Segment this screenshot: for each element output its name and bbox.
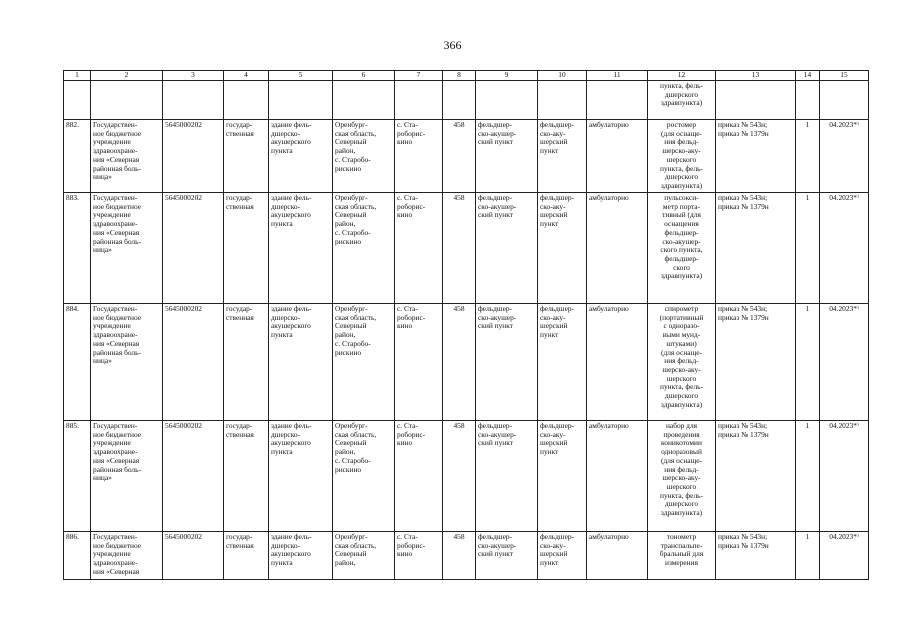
table-row bbox=[64, 193, 869, 304]
address-cell: Оренбург- ская область, Северный район, bbox=[333, 532, 395, 580]
header-cell: 1 bbox=[64, 71, 91, 81]
deadline-cell: 04.2023*⁾ bbox=[820, 120, 869, 193]
address-cell: Оренбург- ская область, Северный район, с. Старобо- рискино bbox=[333, 304, 395, 421]
settlement-cell: с. Ста- роборис- кино bbox=[395, 421, 443, 532]
deadline-cell: 04.2023*⁾ bbox=[820, 304, 869, 421]
quantity-cell: 1 bbox=[796, 532, 820, 580]
building-type-cell: здание фель- дшерско- акушерского пункта bbox=[269, 304, 333, 421]
unit-type-cell: фельдшер- ско-акушер- ский пункт bbox=[476, 532, 538, 580]
legal-basis-cell: приказ № 543н; приказ № 1379н bbox=[716, 120, 796, 193]
entry-number-cell: 886. bbox=[64, 532, 91, 580]
deadline-cell: 04.2023*⁾ bbox=[820, 421, 869, 532]
care-condition-cell: амбулаторно bbox=[587, 193, 648, 304]
entry-number-cell: 884. bbox=[64, 304, 91, 421]
unit-type-cell: фельдшер- ско-акушер- ский пункт bbox=[476, 193, 538, 304]
care-condition-cell: амбулаторно bbox=[587, 304, 648, 421]
legal-basis-cell: приказ № 543н; приказ № 1379н bbox=[716, 304, 796, 421]
header-cell: 2 bbox=[91, 71, 163, 81]
settlement-cell: с. Ста- роборис- кино bbox=[395, 532, 443, 580]
page-number: 366 bbox=[443, 38, 462, 52]
header-cell: 7 bbox=[395, 71, 443, 81]
continuation-cell: пункта, фель- дшерского здравпункта) bbox=[648, 81, 716, 120]
address-cell: Оренбург- ская область, Северный район, с. Старобо- рискино bbox=[333, 421, 395, 532]
header-cell: 11 bbox=[587, 71, 648, 81]
header-cell: 5 bbox=[269, 71, 333, 81]
equipment-name-cell: ростомер (для оснаще- ния фельд- шерско-аку- шерского пункта, фель- дшерского здравпункта) bbox=[648, 120, 716, 193]
header-cell: 4 bbox=[224, 71, 269, 81]
settlement-code-cell: 458 bbox=[443, 421, 476, 532]
settlement-cell: с. Ста- роборис- кино bbox=[395, 120, 443, 193]
entry-number-cell: 883. bbox=[64, 193, 91, 304]
header-cell: 3 bbox=[163, 71, 224, 81]
institution-name-cell: Государствен- ное бюджетное учреждение здравоохране- ния «Северная районная боль- ница» bbox=[91, 304, 163, 421]
unit-type-cell: фельдшер- ско-акушер- ский пункт bbox=[476, 304, 538, 421]
ownership-form-cell: государ- ственная bbox=[224, 193, 269, 304]
deadline-cell: 04.2023*⁾ bbox=[820, 532, 869, 580]
settlement-code-cell: 458 bbox=[443, 304, 476, 421]
institution-name-cell: Государствен- ное бюджетное учреждение здравоохране- ния «Северная bbox=[91, 532, 163, 580]
entry-number-cell: 882. bbox=[64, 120, 91, 193]
settlement-cell: с. Ста- роборис- кино bbox=[395, 193, 443, 304]
institution-name-cell: Государствен- ное бюджетное учреждение здравоохране- ния «Северная районная боль- ница» bbox=[91, 193, 163, 304]
unit-type-cell: фельдшер- ско-акушер- ский пункт bbox=[476, 120, 538, 193]
institution-name-cell: Государствен- ное бюджетное учреждение здравоохране- ния «Северная районная боль- ница» bbox=[91, 120, 163, 193]
address-cell: Оренбург- ская область, Северный район, с. Старобо- рискино bbox=[333, 193, 395, 304]
header-cell: 8 bbox=[443, 71, 476, 81]
equipment-name-cell: спирометр (портативный с одноразо- выми мунд- штуками) (для оснаще- ния фельд- шерско-аку- шерского пункта, фель- дшерского здравпункта) bbox=[648, 304, 716, 421]
header-cell: 14 bbox=[796, 71, 820, 81]
care-condition-cell: амбулаторно bbox=[587, 421, 648, 532]
ownership-form-cell: государ- ственная bbox=[224, 421, 269, 532]
table-row bbox=[64, 304, 869, 421]
continuation-row bbox=[64, 81, 869, 120]
legal-basis-cell: приказ № 543н; приказ № 1379н bbox=[716, 421, 796, 532]
settlement-code-cell: 458 bbox=[443, 193, 476, 304]
quantity-cell: 1 bbox=[796, 421, 820, 532]
inn-code-cell: 5645000202 bbox=[163, 193, 224, 304]
header-cell: 9 bbox=[476, 71, 538, 81]
settlement-code-cell: 458 bbox=[443, 120, 476, 193]
building-type-cell: здание фель- дшерско- акушерского пункта bbox=[269, 193, 333, 304]
ownership-form-cell: государ- ственная bbox=[224, 532, 269, 580]
care-condition-cell: амбулаторно bbox=[587, 120, 648, 193]
header-row bbox=[64, 71, 869, 81]
table-row bbox=[64, 120, 869, 193]
header-cell: 10 bbox=[538, 71, 587, 81]
building-type-cell: здание фель- дшерско- акушерского пункта bbox=[269, 120, 333, 193]
subdivision-cell: фельдшер- ско-аку- шерский пункт bbox=[538, 421, 587, 532]
building-type-cell: здание фель- дшерско- акушерского пункта bbox=[269, 421, 333, 532]
address-cell: Оренбург- ская область, Северный район, с. Старобо- рискино bbox=[333, 120, 395, 193]
equipment-name-cell: тонометр транспальпе- бральный для измерения bbox=[648, 532, 716, 580]
unit-type-cell: фельдшер- ско-акушер- ский пункт bbox=[476, 421, 538, 532]
registry-table bbox=[63, 70, 869, 580]
institution-name-cell: Государствен- ное бюджетное учреждение здравоохране- ния «Северная районная боль- ница» bbox=[91, 421, 163, 532]
ownership-form-cell: государ- ственная bbox=[224, 120, 269, 193]
legal-basis-cell: приказ № 543н; приказ № 1379н bbox=[716, 532, 796, 580]
inn-code-cell: 5645000202 bbox=[163, 304, 224, 421]
quantity-cell: 1 bbox=[796, 120, 820, 193]
equipment-name-cell: пульсокси- метр порта- тивный (для оснащения фельдшер- ско-акушер- ского пункта, фельдшер- ского здравпункта) bbox=[648, 193, 716, 304]
subdivision-cell: фельдшер- ско-аку- шерский пункт bbox=[538, 532, 587, 580]
equipment-name-cell: набор для проведения коникотомии одноразовый (для оснаще- ния фельд- шерско-аку- шерского пункта, фель- дшерского здравпункта) bbox=[648, 421, 716, 532]
header-cell: 15 bbox=[820, 71, 869, 81]
inn-code-cell: 5645000202 bbox=[163, 120, 224, 193]
subdivision-cell: фельдшер- ско-аку- шерский пункт bbox=[538, 120, 587, 193]
settlement-code-cell: 458 bbox=[443, 532, 476, 580]
subdivision-cell: фельдшер- ско-аку- шерский пункт bbox=[538, 193, 587, 304]
entry-number-cell: 885. bbox=[64, 421, 91, 532]
care-condition-cell: амбулаторно bbox=[587, 532, 648, 580]
header-cell: 6 bbox=[333, 71, 395, 81]
inn-code-cell: 5645000202 bbox=[163, 532, 224, 580]
quantity-cell: 1 bbox=[796, 193, 820, 304]
quantity-cell: 1 bbox=[796, 304, 820, 421]
legal-basis-cell: приказ № 543н; приказ № 1379н bbox=[716, 193, 796, 304]
building-type-cell: здание фель- дшерско- акушерского пункта bbox=[269, 532, 333, 580]
header-cell: 13 bbox=[716, 71, 796, 81]
header-cell: 12 bbox=[648, 71, 716, 81]
table-row bbox=[64, 532, 869, 580]
table-row bbox=[64, 421, 869, 532]
ownership-form-cell: государ- ственная bbox=[224, 304, 269, 421]
settlement-cell: с. Ста- роборис- кино bbox=[395, 304, 443, 421]
subdivision-cell: фельдшер- ско-аку- шерский пункт bbox=[538, 304, 587, 421]
inn-code-cell: 5645000202 bbox=[163, 421, 224, 532]
deadline-cell: 04.2023*⁾ bbox=[820, 193, 869, 304]
